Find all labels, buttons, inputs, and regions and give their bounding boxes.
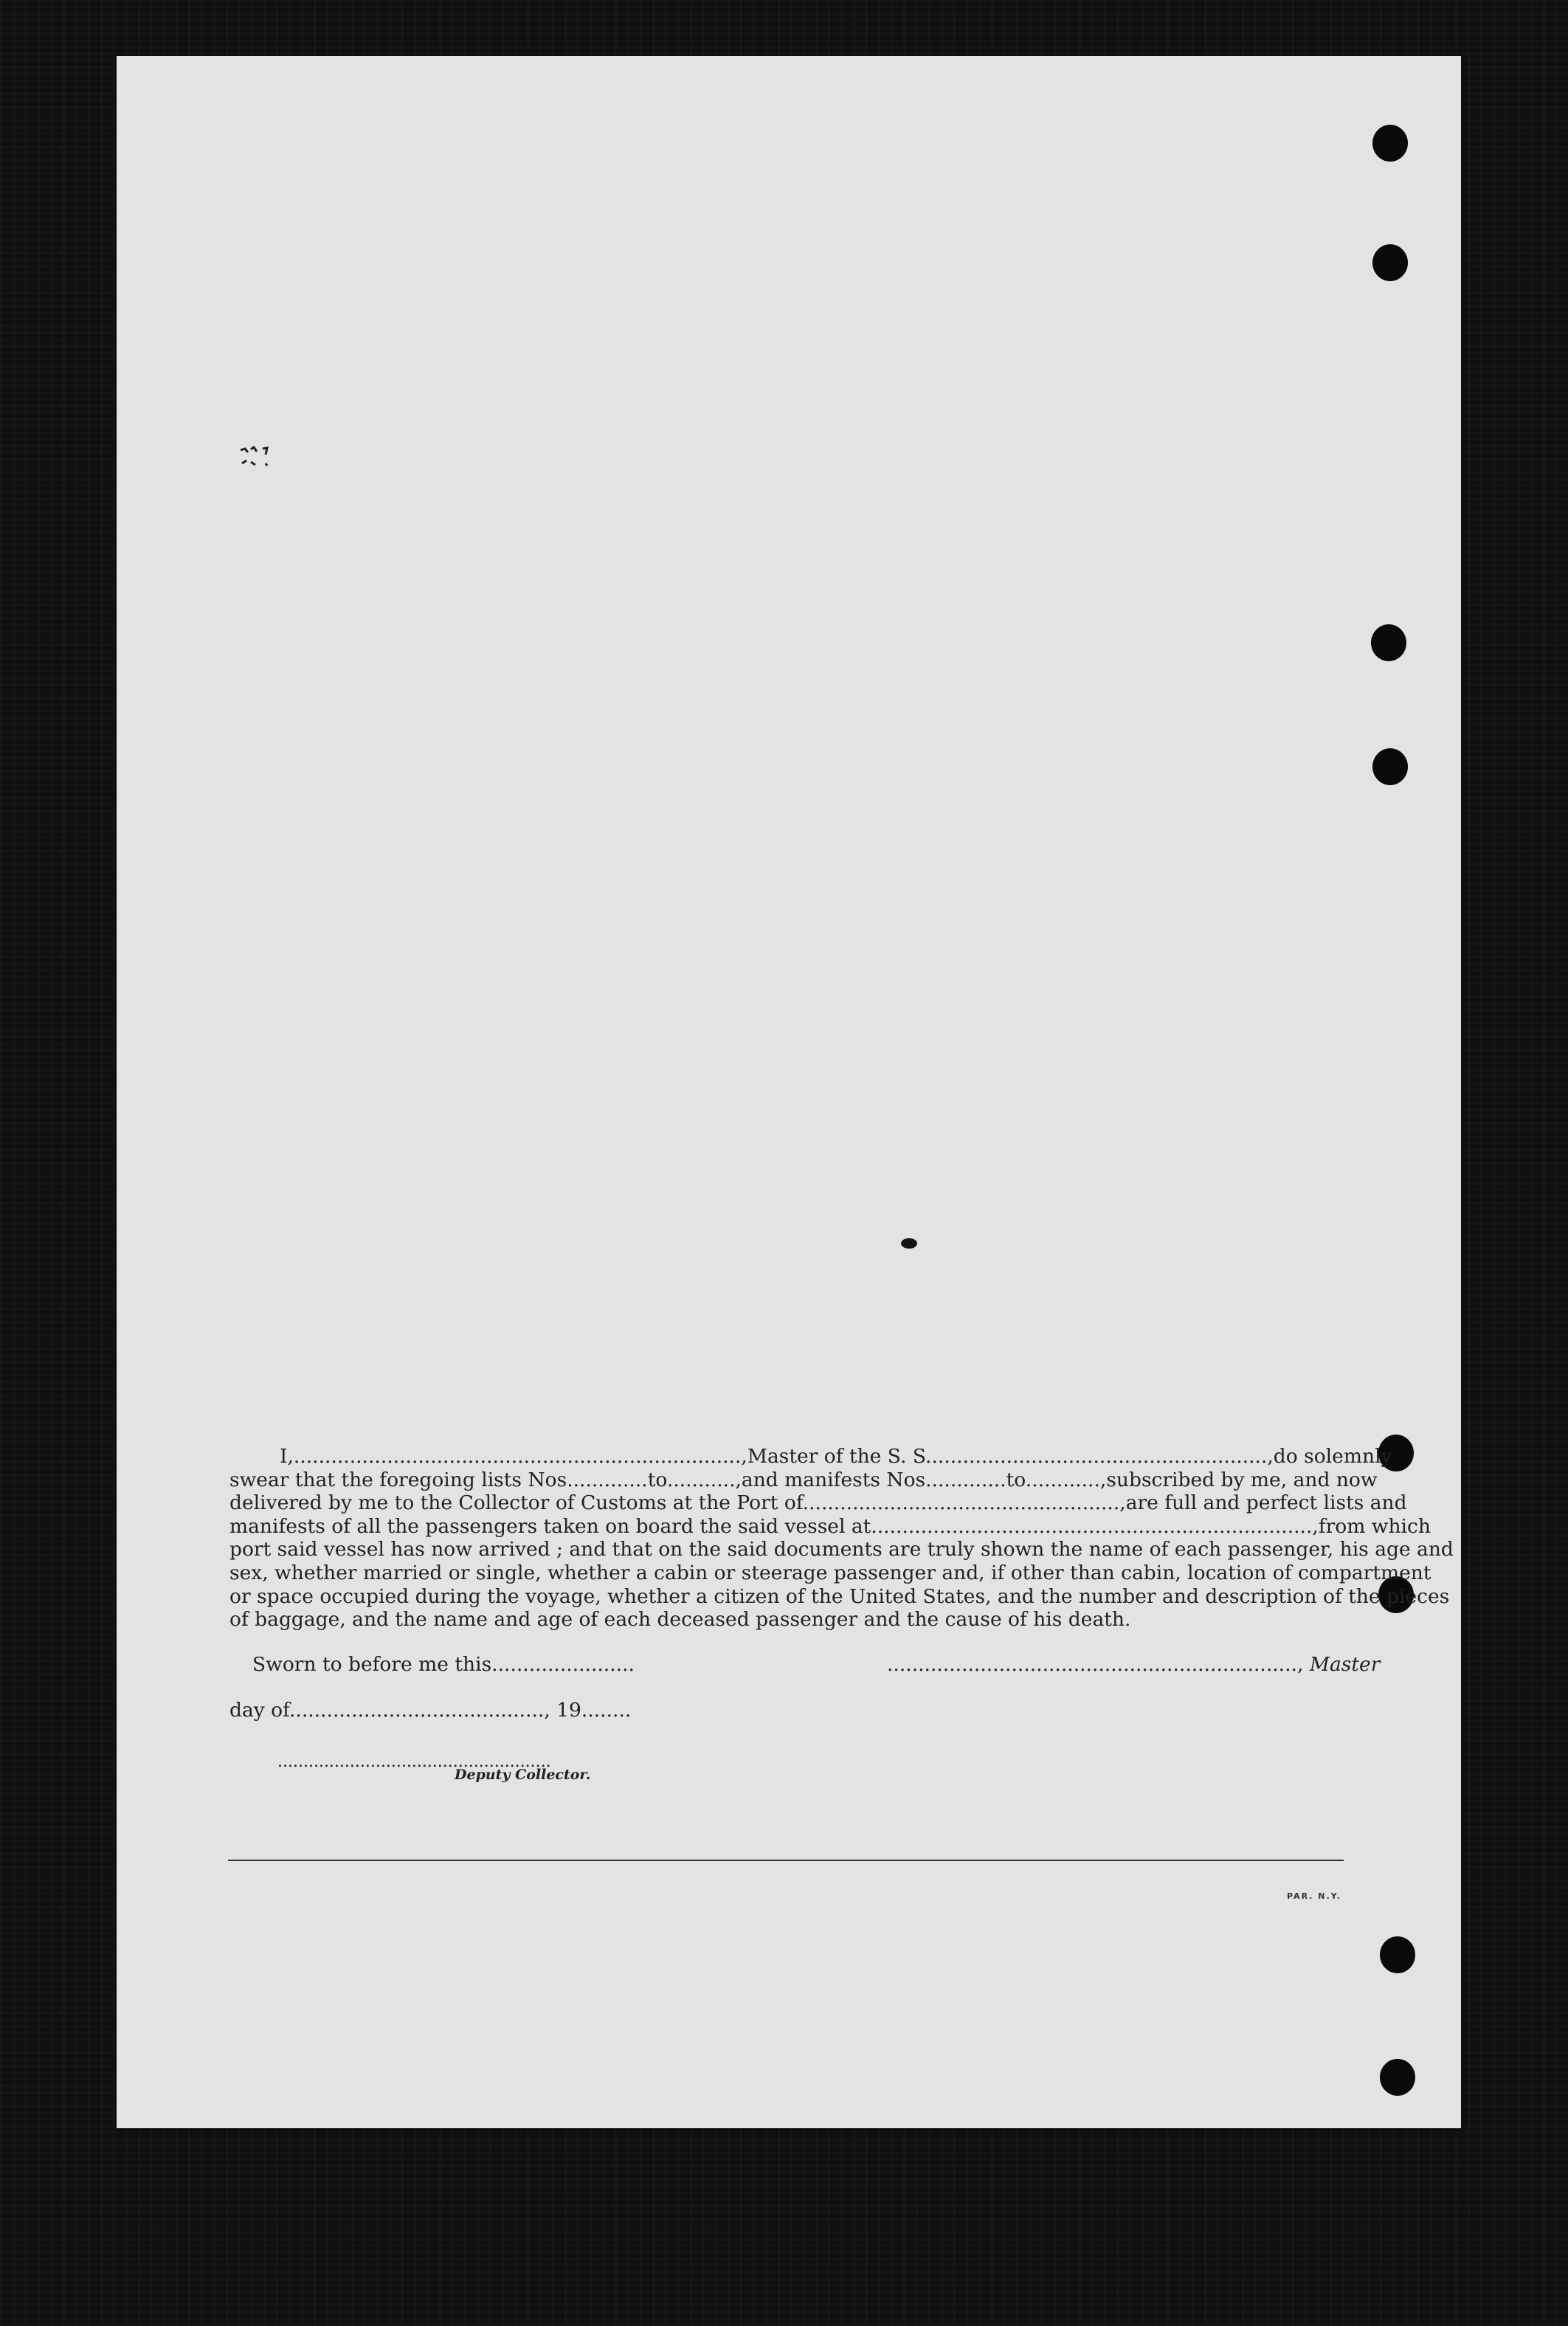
oath-line [229,1561,1431,1585]
master-signature-line: .................................................................., [887,1653,1304,1676]
horizontal-rule [228,1860,1344,1861]
oath-line [229,1468,1378,1492]
oath-text: delivered by me to the Collector of Customs at the Port of..................................................., [229,1491,1126,1515]
oath-text: subscribed by me, and now [1106,1468,1378,1491]
punch-hole [1372,748,1408,785]
oath-text: sex, whether married or single, whether a cabin or steerage passenger and, if other than cabin, location of compartment [229,1561,1431,1584]
oath-line [229,1538,1454,1561]
punch-hole [1372,244,1408,281]
manifest-page [117,56,1461,2128]
sworn-statement: Sworn to before me this....................... [252,1653,635,1676]
printer-mark: PAR. N.Y. [1287,1891,1341,1901]
punch-hole [1371,624,1406,661]
oath-text: port said vessel has now arrived ; and that on the said documents are truly shown the name of each passenger, his age and [229,1538,1454,1561]
oath-line: of baggage, and the name and age of each deceased passenger and the cause of his death. [229,1608,1131,1632]
master-signature [887,1653,1380,1676]
oath-paragraph [229,1445,1454,1632]
deputy-signature-line: ..................................................... [277,1753,551,1771]
oath-text: I,........................................................................, [280,1445,747,1468]
oath-text: from which [1318,1514,1431,1538]
oath-line [229,1491,1407,1515]
deputy-collector-label: Deputy Collector. [455,1767,591,1783]
date-line: day of........................................., 19........ [229,1699,632,1722]
oath-text: swear that the foregoing lists Nos.............to..........., [229,1468,742,1491]
oath-line [229,1445,1392,1469]
master-label: Master [1309,1653,1381,1676]
ink-blot [901,1238,917,1249]
oath-text: are full and perfect lists and [1125,1491,1407,1515]
oath-text: or space occupied during the voyage, whether a citizen of the United States, and the number and description of the pieces [229,1584,1450,1608]
oath-text: do solemnly [1273,1445,1392,1468]
punch-hole [1372,125,1408,162]
oath-text: and manifests Nos.............to............, [741,1468,1107,1491]
oath-text: Master of the S. S......................................................., [747,1445,1274,1468]
oath-line [229,1584,1450,1609]
oath-text: manifests of all the passengers taken on board the said vessel at......................................................................., [229,1514,1319,1538]
punch-hole [1380,1936,1415,1973]
oath-line [229,1514,1431,1539]
handwritten-mark [238,446,292,477]
punch-hole [1380,2059,1415,2096]
